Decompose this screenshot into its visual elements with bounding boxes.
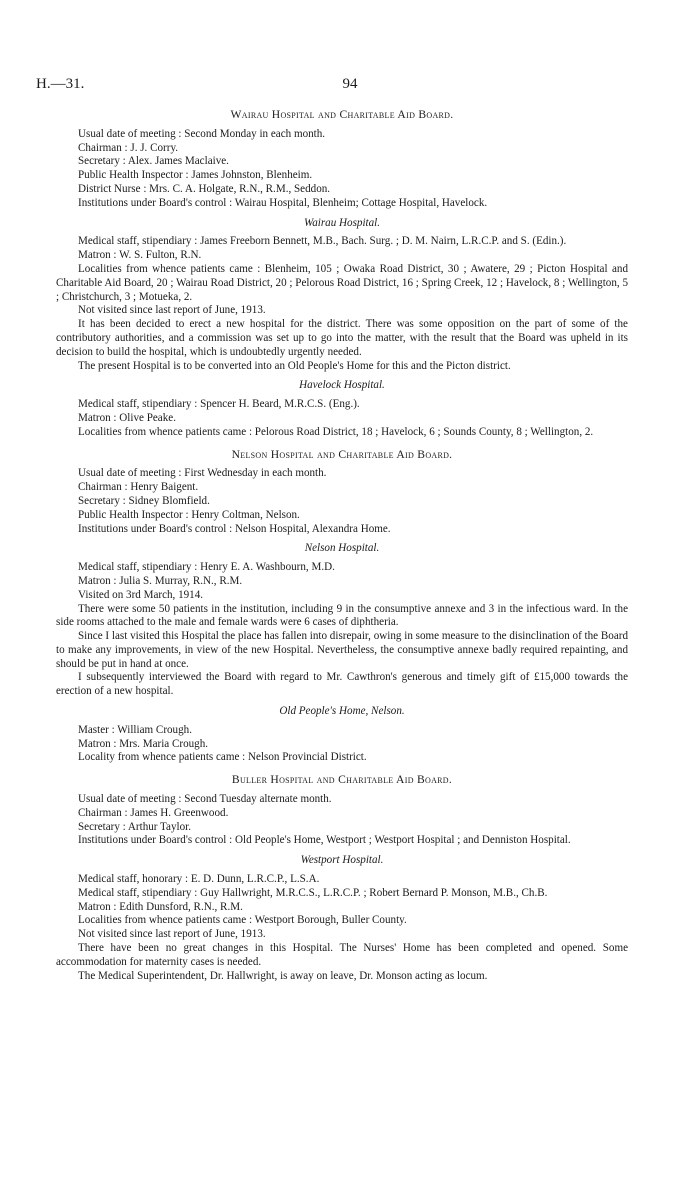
board-detail: Usual date of meeting : First Wednesday in each month. xyxy=(78,467,327,480)
board-detail: District Nurse : Mrs. C. A. Holgate, R.N., R.M., Seddon. xyxy=(78,182,331,195)
board-detail: Secretary : Arthur Taylor. xyxy=(78,820,192,833)
document-body xyxy=(56,108,628,983)
board-detail: Secretary : Alex. James Maclaive. xyxy=(78,155,229,168)
board-detail: Usual date of meeting : Second Monday in each month. xyxy=(78,127,326,140)
paragraph: Medical staff, stipendiary : Henry E. A. Washbourn, M.D. xyxy=(78,561,335,574)
paragraph: Medical staff, honorary : E. D. Dunn, L.R.C.P., L.S.A. xyxy=(78,873,320,886)
section-title: Buller Hospital and Charitable Aid Board. xyxy=(231,773,453,787)
subsection-title: Wairau Hospital. xyxy=(303,216,381,229)
paragraph: Master : William Crough. xyxy=(78,723,192,736)
board-detail: Institutions under Board's control : Old People's Home, Westport ; Westport Hospital ; and Denniston Hospital. xyxy=(78,834,571,847)
board-detail: Institutions under Board's control : Nelson Hospital, Alexandra Home. xyxy=(78,522,391,535)
subsection-title: Old People's Home, Nelson. xyxy=(279,705,405,718)
paragraph: Matron : Olive Peake. xyxy=(78,411,176,424)
board-detail: Chairman : Henry Baigent. xyxy=(78,481,199,494)
paragraph: Localities from whence patients came : Blenheim, 105 ; Owaka Road District, 30 ; Awatere, 29 ; Picton Hospital and Charitable Aid Board, 20 ; Wairau Road District, 20 ; Pelorous Road District, 16 ; Spring Creek, 12 ; Havelock, 8 ; Wellington, 5 ; Christchurch, 3 ; Motueka, 2. xyxy=(56,262,628,303)
board-section xyxy=(56,773,628,983)
report-reference: H.—31. xyxy=(36,76,85,92)
paragraph: The present Hospital is to be converted into an Old People's Home for this and the Picton district. xyxy=(78,359,511,372)
board-detail: Public Health Inspector : James Johnston, Blenheim. xyxy=(78,169,313,182)
board-detail: Chairman : J. J. Corry. xyxy=(78,141,179,154)
paragraph: Matron : Julia S. Murray, R.N., R.M. xyxy=(78,574,243,587)
paragraph: Medical staff, stipendiary : Spencer H. Beard, M.R.C.S. (Eng.). xyxy=(78,398,360,411)
board-detail: Chairman : James H. Greenwood. xyxy=(78,806,229,819)
paragraph: Visited on 3rd March, 1914. xyxy=(78,588,204,601)
paragraph: Medical staff, stipendiary : James Freeborn Bennett, M.B., Bach. Surg. ; D. M. Nairn, L.R.C.P. and S. (Edin.). xyxy=(78,235,567,248)
paragraph: Matron : Edith Dunsford, R.N., R.M. xyxy=(78,900,243,913)
board-detail: Secretary : Sidney Blomfield. xyxy=(78,494,210,507)
subsection-title: Westport Hospital. xyxy=(300,854,384,867)
paragraph: Matron : W. S. Fulton, R.N. xyxy=(78,249,202,262)
paragraph: Medical staff, stipendiary : Guy Hallwright, M.R.C.S., L.R.C.P. ; Robert Bernard P. Monson, M.B., Ch.B. xyxy=(78,886,548,899)
board-detail: Public Health Inspector : Henry Coltman, Nelson. xyxy=(78,508,300,521)
paragraph: There were some 50 patients in the institution, including 9 in the consumptive annexe and 3 in the infectious ward. In the side rooms attached to the male and female wards were 6 cases of diphtheria. xyxy=(56,602,628,629)
section-title: Nelson Hospital and Charitable Aid Board. xyxy=(231,447,453,461)
paragraph: Since I last visited this Hospital the place has fallen into disrepair, owing in some measure to the disinclination of the Board to make any improvements, in view of the new Hospital. Nevertheless, the consumptive annexe badly required repainting, and should be put in hand at once. xyxy=(56,630,628,670)
paragraph: Matron : Mrs. Maria Crough. xyxy=(78,737,209,750)
board-detail: Institutions under Board's control : Wairau Hospital, Blenheim; Cottage Hospital, Havelock. xyxy=(78,196,488,209)
paragraph: Not visited since last report of June, 1913. xyxy=(78,928,266,941)
paragraph: Localities from whence patients came : Westport Borough, Buller County. xyxy=(78,914,407,927)
paragraph: There have been no great changes in this Hospital. The Nurses' Home has been completed and opened. Some accommodation for maternity cases is needed. xyxy=(56,942,628,968)
page-number: 94 xyxy=(342,76,358,92)
board-detail: Usual date of meeting : Second Tuesday alternate month. xyxy=(78,793,332,806)
board-section xyxy=(56,448,628,766)
subsection-title: Nelson Hospital. xyxy=(304,542,380,555)
paragraph: The Medical Superintendent, Dr. Hallwright, is away on leave, Dr. Monson acting as locum. xyxy=(78,969,488,982)
paragraph: Localities from whence patients came : Pelorous Road District, 18 ; Havelock, 6 ; Sounds County, 8 ; Wellington, 2. xyxy=(78,425,594,438)
paragraph: Not visited since last report of June, 1913. xyxy=(78,304,266,317)
subsection-title: Havelock Hospital. xyxy=(299,379,385,392)
paragraph: Locality from whence patients came : Nelson Provincial District. xyxy=(78,751,367,764)
section-title: Wairau Hospital and Charitable Aid Board. xyxy=(230,108,454,121)
board-section xyxy=(56,108,628,440)
paragraph: I subsequently interviewed the Board with regard to Mr. Cawthron's generous and timely gift of £15,000 towards the erection of a new hospital. xyxy=(56,671,628,698)
paragraph: It has been decided to erect a new hospital for the district. There was some opposition on the part of some of the contributory authorities, and a commission was set up to go into the matter, with the result that the Board was upheld in its decision to build the hospital, which is undoubtedly urgently needed. xyxy=(56,318,628,358)
